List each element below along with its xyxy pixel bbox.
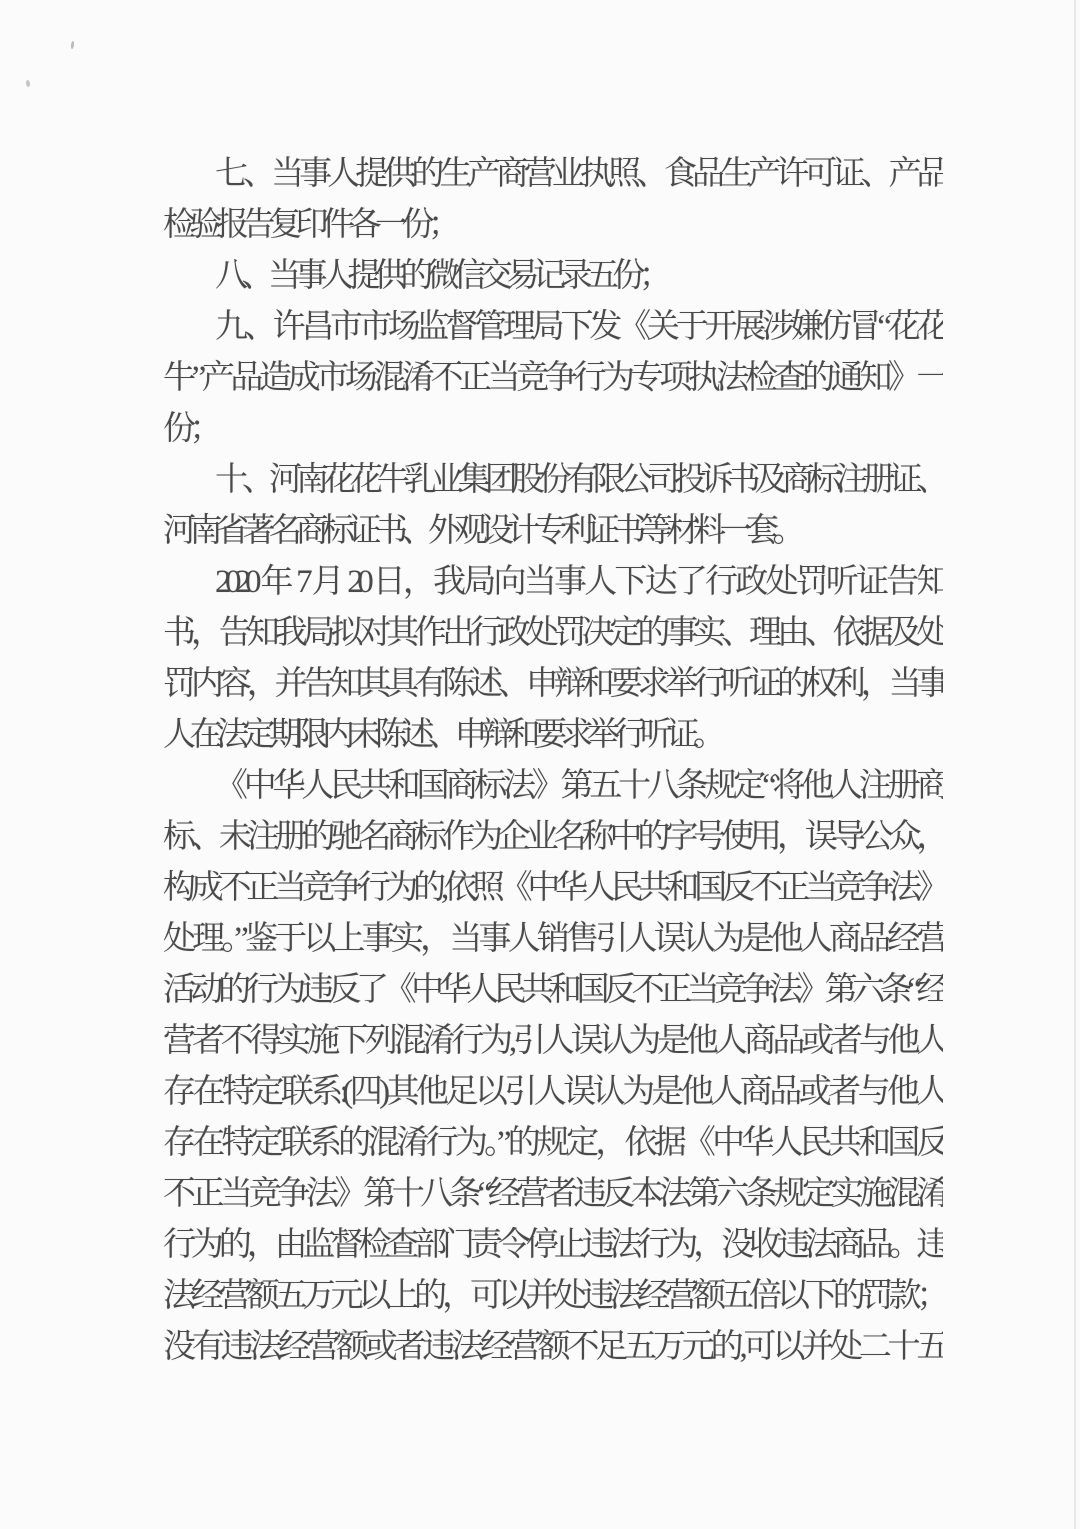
text-line-10: 书，告知我局拟对其作出行政处罚决定的事实、理由、依据及处: [163, 615, 943, 651]
text-line-9: 2020 年 7 月 20 日，我局向当事人下达了行政处罚听证告知: [215, 564, 943, 600]
text-line-18: 营者不得实施下列混淆行为,引人误认为是他人商品或者与他人: [163, 1023, 943, 1059]
text-line-12: 人在法定期限内未陈述、申辩和要求举行听证。: [163, 717, 720, 753]
text-line-14: 标、未注册的驰名商标作为企业名称中的字号使用，误导公众，: [163, 819, 943, 855]
scan-speck: [70, 41, 74, 49]
text-line-8: 河南省著名商标证书、外观设计专利证书等材料一套。: [163, 513, 799, 549]
text-line-24: 没有违法经营额或者违法经营额不足五万元的,可以并处二十五: [163, 1329, 943, 1365]
document-text-block: [163, 149, 943, 1373]
text-line-5: 牛”产品造成市场混淆不正当竞争行为专项执法检查的通知》一: [163, 360, 943, 396]
text-line-23: 法经营额五万元以上的，可以并处违法经营额五倍以下的罚款；: [163, 1278, 943, 1314]
scan-speck: [26, 80, 31, 87]
text-line-15: 构成不正当竞争行为的,依照《中华人民共和国反不正当竞争法》: [163, 870, 943, 906]
text-line-3: 八、当事人提供的微信交易记录五份；: [215, 258, 666, 294]
text-line-2: 检验报告复印件各一份；: [163, 207, 455, 243]
text-line-16: 处理。”鉴于以上事实，当事人销售引人误认为是他人商品经营: [163, 921, 943, 957]
text-line-6: 份；: [163, 411, 216, 447]
text-line-19: 存在特定联系:(四)其他足以引人误认为是他人商品或者与他人: [163, 1074, 943, 1110]
text-line-17: 活动的行为违反了《中华人民共和国反不正当竞争法》第六条“经: [163, 972, 943, 1008]
text-line-13: 《中华人民共和国商标法》第五十八条规定“将他人注册商: [215, 768, 943, 804]
text-line-20: 存在特定联系的混淆行为。”的规定，依据《中华人民共和国反: [163, 1125, 943, 1161]
text-line-21: 不正当竞争法》第十八条“经营者违反本法第六条规定实施混淆: [163, 1176, 943, 1212]
text-line-22: 行为的，由监督检查部门责令停止违法行为，没收违法商品。违: [163, 1227, 943, 1263]
text-line-1: 七、当事人提供的生产商营业执照、食品生产许可证、产品: [215, 156, 943, 192]
text-line-4: 九、许昌市市场监督管理局下发《关于开展涉嫌仿冒“花花: [215, 309, 943, 345]
scanner-page-edge-line: [1074, 0, 1076, 1529]
text-line-7: 十、河南花花牛乳业集团股份有限公司投诉书及商标注册证、: [215, 462, 943, 498]
text-line-11: 罚内容，并告知其具有陈述、申辩和要求举行听证的权利，当事: [163, 666, 943, 702]
